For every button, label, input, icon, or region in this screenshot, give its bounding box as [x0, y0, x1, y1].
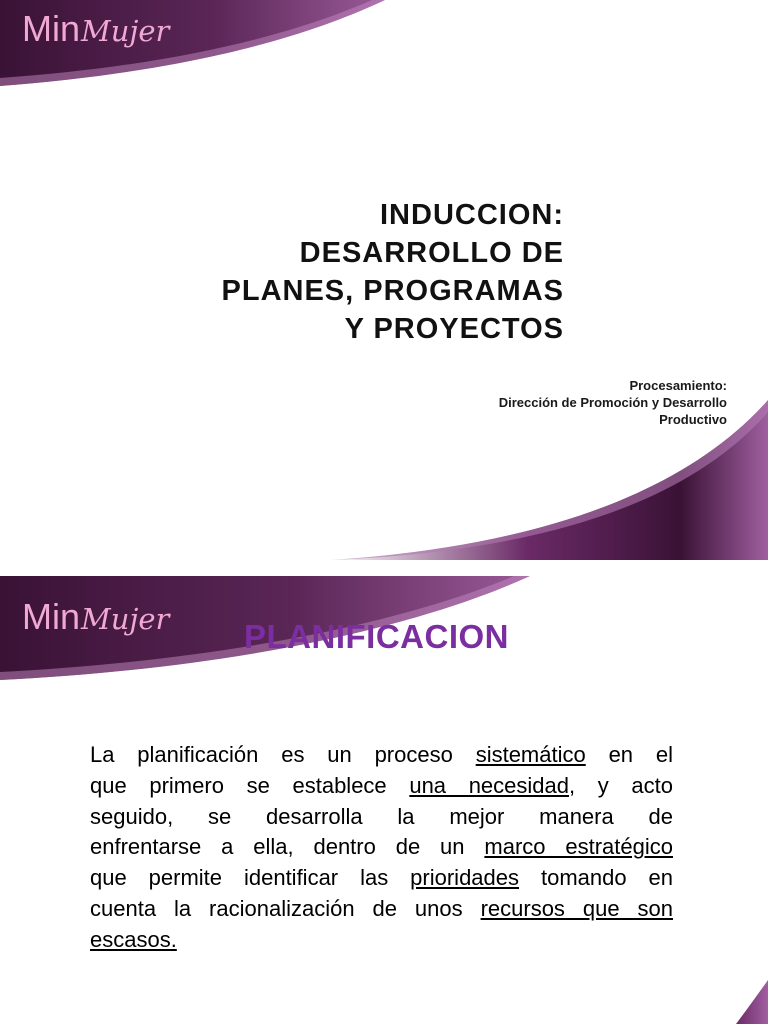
logo-mujer-text: Mujer — [81, 14, 170, 48]
text-run: que permite identificar las — [90, 865, 411, 891]
text-run: La planificación es un proceso — [90, 742, 476, 767]
paragraph-line — [90, 771, 673, 802]
planificacion-paragraph — [90, 740, 673, 956]
logo-mujer-text: Mujer — [81, 602, 170, 636]
paragraph-line — [90, 925, 673, 956]
paragraph-line — [90, 894, 673, 925]
slide-2 — [0, 576, 768, 1024]
underlined-term: marco estratégico — [484, 834, 673, 860]
slide-1-title — [222, 196, 564, 348]
minmujer-logo — [22, 4, 169, 56]
paragraph-line — [90, 740, 673, 771]
text-run: en el — [585, 742, 673, 767]
underlined-term: una necesidad — [409, 772, 569, 798]
title-line: DESARROLLO DE — [299, 237, 564, 269]
logo-min-text: Min — [22, 8, 81, 49]
slide-1-subtitle — [499, 377, 727, 428]
text-run: tomando en — [519, 865, 674, 891]
text-run: , y acto — [569, 772, 674, 798]
title-line: INDUCCION: — [380, 199, 564, 231]
subtitle-line: Procesamiento: — [629, 378, 727, 393]
title-line: PLANES, PROGRAMAS — [221, 275, 564, 307]
paragraph-line — [90, 863, 673, 894]
subtitle-line: Productivo — [659, 412, 727, 427]
minmujer-logo — [22, 592, 169, 644]
text-run: que primero se establece — [90, 772, 410, 798]
subtitle-line: Dirección de Promoción y Desarrollo — [498, 395, 727, 410]
slide-gap — [0, 560, 768, 576]
paragraph-line — [90, 802, 673, 833]
underlined-term: prioridades — [410, 865, 520, 891]
text-run: enfrentarse a ella, dentro de un — [90, 834, 485, 860]
text-run: cuenta la racionalización de unos — [90, 895, 481, 921]
text-run: seguido, se desarrolla la mejor manera de — [90, 803, 673, 829]
logo-min-text: Min — [22, 596, 81, 637]
underlined-term: recursos que son — [480, 895, 673, 921]
bottom-swoosh-shape — [736, 980, 768, 1024]
slide-2-title: PLANIFICACION — [244, 618, 509, 655]
underlined-term: escasos. — [90, 926, 177, 952]
title-line: Y PROYECTOS — [344, 313, 564, 345]
underlined-term: sistemático — [475, 742, 586, 767]
paragraph-line — [90, 832, 673, 863]
